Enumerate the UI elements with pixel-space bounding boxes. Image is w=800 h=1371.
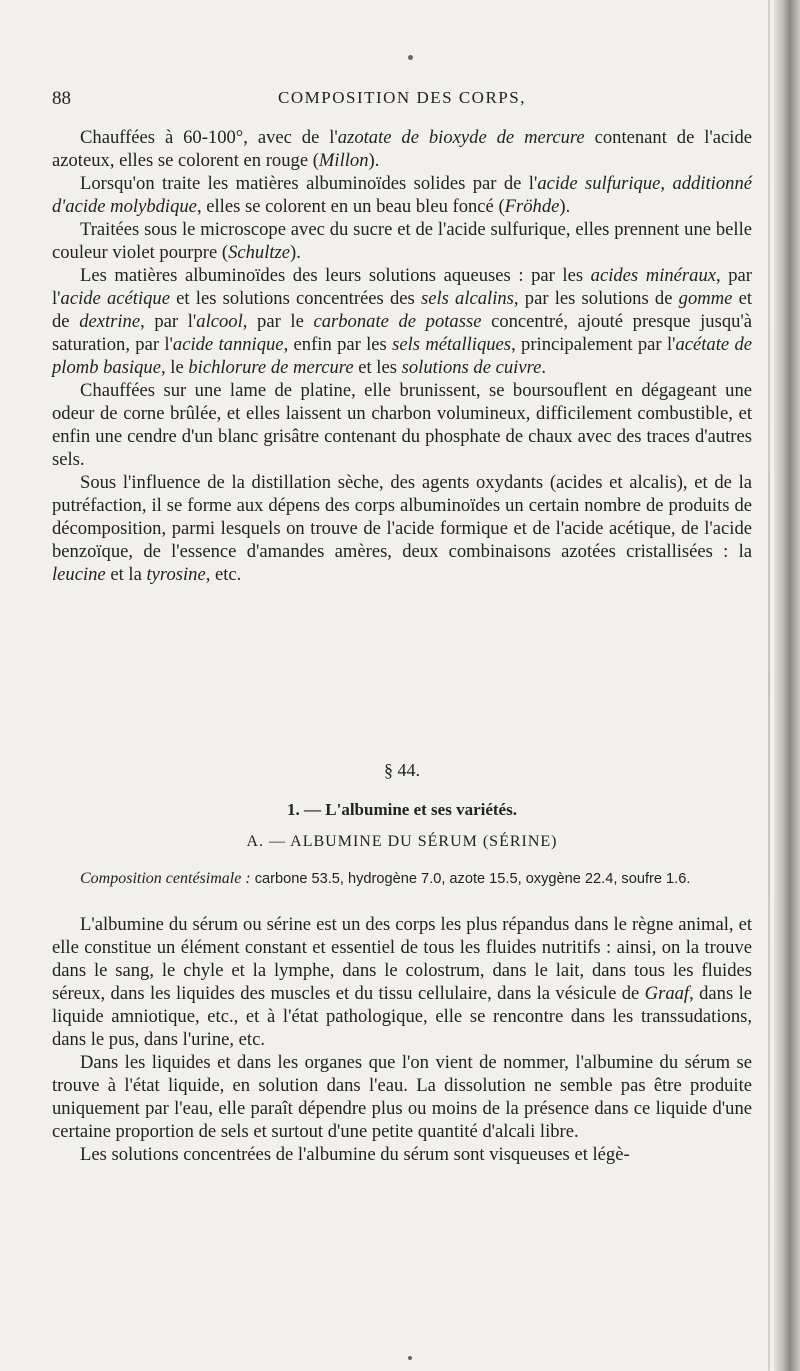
text-run: et les bbox=[353, 357, 402, 378]
text-run: , principalement par l' bbox=[511, 334, 676, 355]
italic-run: acétate de plomb basique bbox=[52, 334, 753, 378]
italic-run: Graaf bbox=[644, 983, 690, 1004]
text-run: et les solutions concentrées des bbox=[169, 288, 421, 309]
paragraph bbox=[52, 126, 752, 172]
text-run: , enfin par les bbox=[283, 334, 393, 355]
text-run: , elles se colorent en un beau bleu foncé ( bbox=[196, 196, 505, 217]
italic-run: sels métalliques bbox=[392, 334, 512, 355]
body-text-upper bbox=[52, 126, 752, 586]
text-run: , par les solutions de bbox=[513, 288, 679, 309]
text-run: , le bbox=[160, 357, 189, 378]
text-run: , par l' bbox=[140, 311, 197, 332]
text-run: Les solutions concentrées de l'albumine du sérum sont visqueuses et légè- bbox=[80, 1144, 630, 1165]
text-run: Chauffées à 60-100°, avec de l' bbox=[80, 127, 338, 148]
text-run: ). bbox=[368, 150, 380, 171]
ink-speck bbox=[408, 55, 413, 60]
text-run: , par l' bbox=[52, 265, 752, 309]
italic-run: acide sulfurique, additionné d'acide molybdique bbox=[52, 173, 752, 217]
text-run: . bbox=[541, 357, 547, 378]
composition-label: Composition centésimale : bbox=[80, 870, 251, 887]
text-run: et la bbox=[105, 564, 147, 585]
text-run: concentré, ajouté presque jusqu'à saturation, par l' bbox=[52, 311, 753, 355]
text-run: ). bbox=[290, 242, 301, 263]
italic-run: acide tannique bbox=[172, 334, 284, 355]
text-run: , dans le liquide amniotique, etc., et à l'état pathologique, elle se rencontre dans les transsudations, dans le pus, dans l'urine, etc. bbox=[52, 983, 752, 1050]
paragraph bbox=[52, 913, 752, 1051]
text-run: Sous l'influence de la distillation sèche, des agents oxydants (acides et alcalis), et de la putréfaction, il se forme aux dépens des corps albuminoïdes un certain nombre de produits de décomposition, parmi lesquels on trouve de l'acide formique et de l'acide acétique, de l'acide benzoïque, de l'essence d'amandes amères, deux combinaisons azotées cristallisées : la bbox=[52, 472, 752, 562]
italic-run: acides minéraux bbox=[590, 265, 716, 286]
text-run: , etc. bbox=[205, 564, 242, 585]
ink-speck bbox=[408, 1356, 412, 1360]
italic-run: tyrosine bbox=[146, 564, 206, 585]
italic-run: carbonate de potasse bbox=[313, 311, 482, 332]
text-run: , par le bbox=[242, 311, 314, 332]
italic-run: sels alcalins bbox=[420, 288, 514, 309]
page-edge bbox=[774, 0, 800, 1371]
text-run: ). bbox=[559, 196, 571, 217]
italic-run: Fröhde bbox=[504, 196, 560, 217]
text-run: et de bbox=[52, 288, 752, 332]
section-title: 1. — L'albumine et ses variétés. bbox=[287, 800, 517, 819]
composition-line bbox=[52, 869, 752, 889]
text-run: Dans les liquides et dans les organes que l'on vient de nommer, l'albumine du sérum se trouve à l'état liquide, en solution dans l'eau. La dissolution ne semble pas être produite uniquement par l'eau, elle paraît dépendre plus ou moins de la présence dans ce liquide d'une certaine proportion de sels et surtout d'une petite quantité d'alcali libre. bbox=[52, 1052, 752, 1142]
italic-run: bichlorure de mercure bbox=[188, 357, 354, 378]
italic-run: acide acétique bbox=[60, 288, 170, 309]
text-run: contenant de l'acide azoteux, elles se colorent en rouge ( bbox=[52, 127, 752, 171]
italic-run: gomme bbox=[678, 288, 733, 309]
italic-run: Schultze bbox=[228, 242, 291, 263]
text-run: Chauffées sur une lame de platine, elle brunissent, se boursouflent en dégageant une odeur de corne brûlée, et elles laissent un charbon volumineux, difficilement combustible, et enfin une cendre d'un blanc grisâtre contenant du phosphate de chaux avec des traces d'autres sels. bbox=[52, 380, 752, 470]
paragraph bbox=[52, 218, 752, 264]
italic-run: alcool bbox=[196, 311, 243, 332]
page-number: 88 bbox=[52, 88, 71, 109]
italic-run: solutions de cuivre bbox=[401, 357, 542, 378]
running-head: COMPOSITION DES CORPS, bbox=[278, 88, 526, 107]
paragraph bbox=[52, 172, 752, 218]
page-header bbox=[52, 88, 752, 116]
text-run: Lorsqu'on traite les matières albuminoïdes solides par de l' bbox=[80, 173, 538, 194]
text-run: Traitées sous le microscope avec du sucre et de l'acide sulfurique, elles prennent une belle couleur violet pourpre ( bbox=[52, 219, 752, 263]
italic-run: Millon bbox=[318, 150, 369, 171]
italic-run: azotate de bioxyde de mercure bbox=[337, 127, 585, 148]
paragraph bbox=[52, 379, 752, 471]
text-run: L'albumine du sérum ou sérine est un des corps les plus répandus dans le règne animal, et elle constitue un élément constant et essentiel de tous les fluides nutritifs : ainsi, on la trouve dans le sang, le chyle et la lymphe, dans le colostrum, dans le lait, dans tous les fluides séreux, dans les liquides des muscles et du tissu cellulaire, dans la vésicule de bbox=[52, 914, 752, 1004]
paragraph bbox=[52, 1051, 752, 1143]
page-gutter-shadow bbox=[768, 0, 770, 1371]
italic-run: leucine bbox=[52, 564, 106, 585]
composition-values: carbone 53.5, hydrogène 7.0, azote 15.5, oxygène 22.4, soufre 1.6. bbox=[250, 871, 691, 887]
paragraph bbox=[52, 1143, 752, 1166]
italic-run: dextrine bbox=[79, 311, 141, 332]
section-subtitle: A. — ALBUMINE DU SÉRUM (SÉRINE) bbox=[246, 833, 558, 850]
body-text-lower bbox=[52, 913, 752, 1166]
text-run: Les matières albuminoïdes des leurs solutions aqueuses : par les bbox=[80, 265, 591, 286]
section-number: § 44. bbox=[384, 760, 420, 780]
paragraph bbox=[52, 471, 752, 586]
paragraph bbox=[52, 264, 752, 379]
